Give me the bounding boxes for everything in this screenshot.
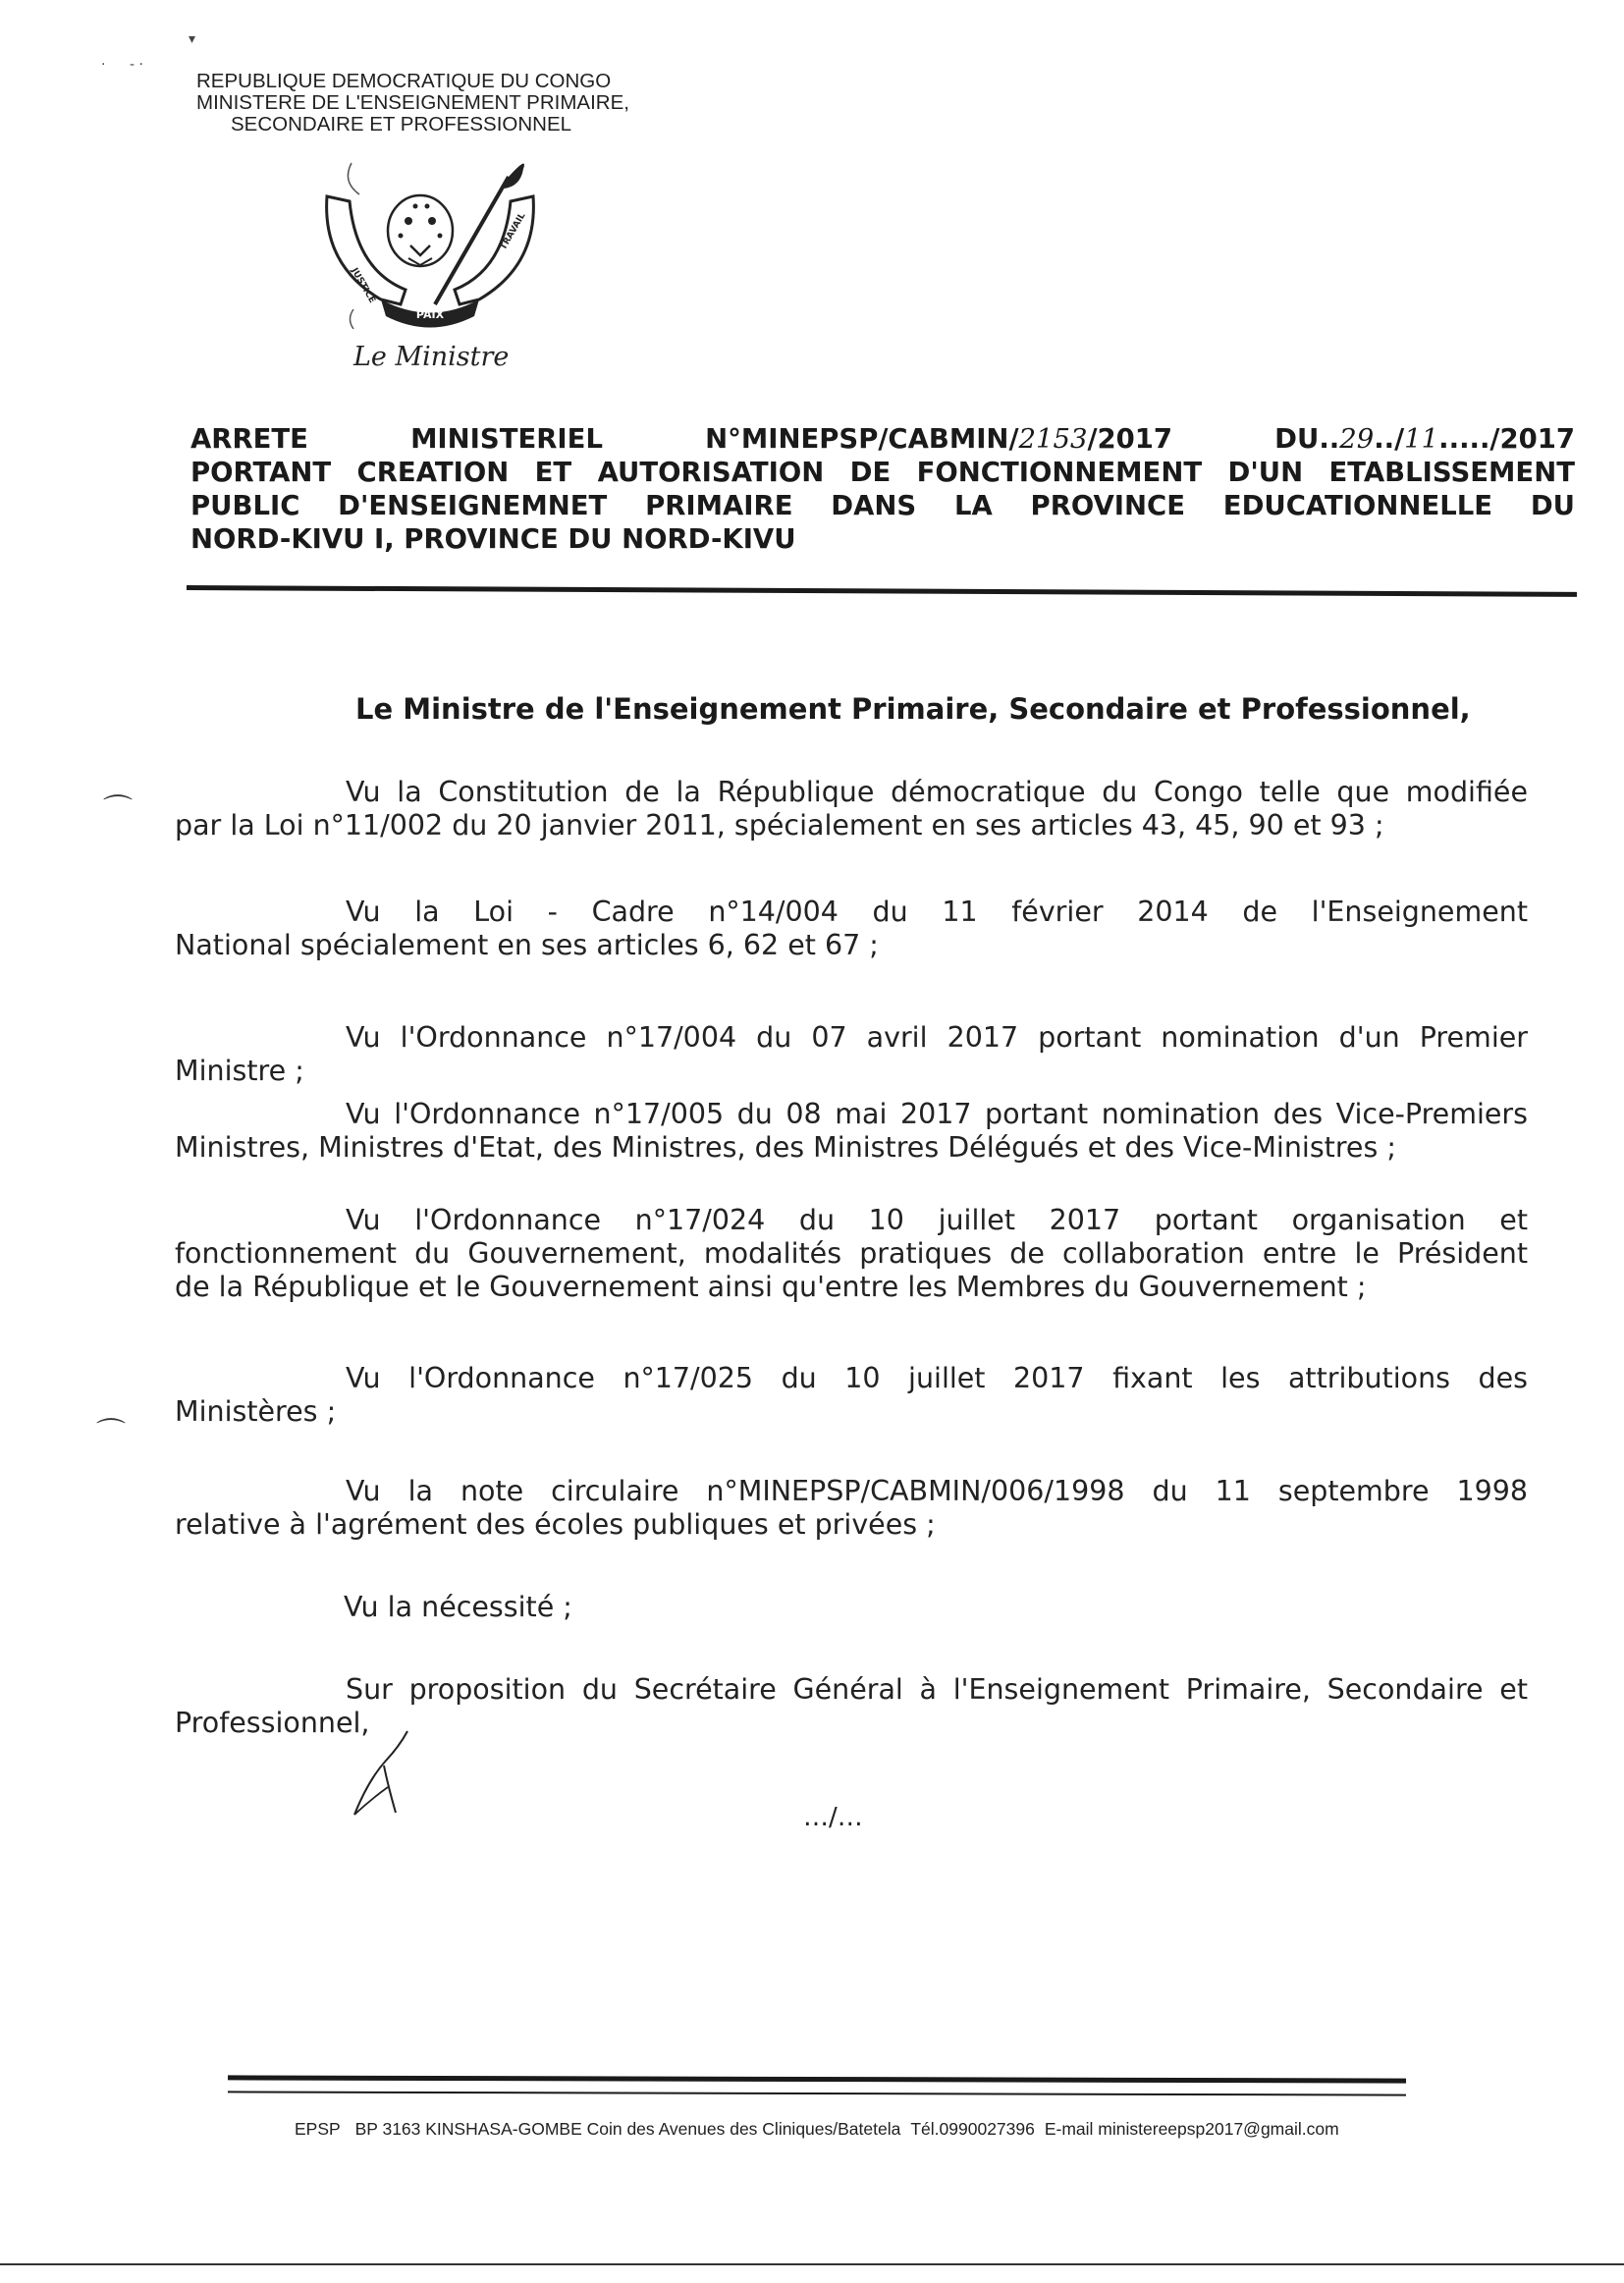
- decree-subject-line-1: PORTANT CREATION ET AUTORISATION DE FONCTIONNEMENT D'UN ETABLISSEMENT: [190, 457, 1575, 488]
- continuation-mark: …/…: [803, 1803, 863, 1832]
- motto-right: TRAVAIL: [498, 211, 528, 252]
- footer-postal: BP 3163 KINSHASA-GOMBE Coin des Avenues des Cliniques/Batetela: [354, 2119, 901, 2139]
- motto-left: JUSTICE: [349, 266, 377, 305]
- decree-number-line: [190, 422, 1575, 456]
- scan-speck: ·: [101, 57, 106, 73]
- decree-number: N°MINEPSP/CABMIN/2153/2017: [705, 423, 1173, 455]
- motto-center: PAIX: [415, 308, 445, 321]
- letterhead: [196, 71, 746, 136]
- footer-address: [295, 2119, 1349, 2140]
- decree-arrete: ARRETE: [190, 423, 308, 455]
- letterhead-ministry-cont: SECONDAIRE ET PROFESSIONNEL: [231, 113, 572, 136]
- considerant-proposition: Sur proposition du Secrétaire Général à l'Enseignement Primaire, Secondaire et Professionnel,: [175, 1673, 1528, 1739]
- considerant-ordonnance-004: Vu l'Ordonnance n°17/004 du 07 avril 2017 portant nomination d'un Premier Ministre ;: [175, 1021, 1528, 1087]
- decree-subject-line-2: PUBLIC D'ENSEIGNEMNET PRIMAIRE DANS LA PROVINCE EDUCATIONNELLE DU: [190, 490, 1575, 521]
- minister-signature-label: Le Ministre: [353, 342, 510, 372]
- preamble-heading: Le Ministre de l'Enseignement Primaire, Secondaire et Professionnel,: [355, 692, 1471, 726]
- scan-speck: - ·: [130, 57, 143, 73]
- footer-email: E-mail ministereepsp2017@gmail.com: [1044, 2119, 1339, 2139]
- footer-org: EPSP: [295, 2119, 341, 2139]
- decree-ministeriel: MINISTERIEL: [410, 423, 603, 455]
- handwritten-month: 11: [1404, 423, 1439, 455]
- considerant-ordonnance-024: Vu l'Ordonnance n°17/024 du 10 juillet 2017 portant organisation et fonctionnement du Gouvernement, modalités pratiques de collaboration entre le Président de la République et le Gouvernement ainsi qu'entre les Membres du Gouvernement ;: [175, 1204, 1528, 1303]
- considerant-ordonnance-005: Vu l'Ordonnance n°17/005 du 08 mai 2017 portant nomination des Vice-Premiers Ministres, Ministres d'Etat, des Ministres, des Ministres Délégués et des Vice-Ministres ;: [175, 1098, 1528, 1164]
- footer-divider: [228, 2075, 1406, 2095]
- margin-mark: ⌒: [96, 1417, 126, 1451]
- considerant-constitution: Vu la Constitution de la République démocratique du Congo telle que modifiée par la Loi n°11/002 du 20 janvier 2011, spécialement en ses articles 43, 45, 90 et 93 ;: [175, 776, 1528, 842]
- considerant-necessite: Vu la nécessité ;: [344, 1591, 572, 1623]
- handwritten-day: 29: [1339, 423, 1375, 455]
- handwritten-number: 2153: [1018, 423, 1088, 455]
- scan-edge-line: [0, 2263, 1624, 2265]
- footer-phone: Tél.0990027396: [910, 2119, 1035, 2139]
- decree-date: DU..29../11...../2017: [1274, 423, 1575, 455]
- coat-of-arms-icon: [312, 157, 548, 329]
- considerant-ordonnance-025: Vu l'Ordonnance n°17/025 du 10 juillet 2017 fixant les attributions des Ministères ;: [175, 1362, 1528, 1428]
- scan-speck: ▾: [189, 31, 196, 47]
- considerant-note-circulaire: Vu la note circulaire n°MINEPSP/CABMIN/006/1998 du 11 septembre 1998 relative à l'agrément des écoles publiques et privées ;: [175, 1475, 1528, 1541]
- decree-subject-line-3: NORD-KIVU I, PROVINCE DU NORD-KIVU: [190, 523, 796, 555]
- letterhead-country: REPUBLIQUE DEMOCRATIQUE DU CONGO: [196, 70, 612, 92]
- initials-signature: [349, 1726, 437, 1820]
- letterhead-ministry: MINISTERE DE L'ENSEIGNEMENT PRIMAIRE,: [196, 91, 629, 114]
- margin-mark: ⌒: [103, 793, 133, 828]
- decree-title: [190, 422, 1575, 556]
- considerant-loi-cadre: Vu la Loi - Cadre n°14/004 du 11 février 2014 de l'Enseignement National spécialement en ses articles 6, 62 et 67 ;: [175, 896, 1528, 961]
- title-divider: [187, 585, 1577, 597]
